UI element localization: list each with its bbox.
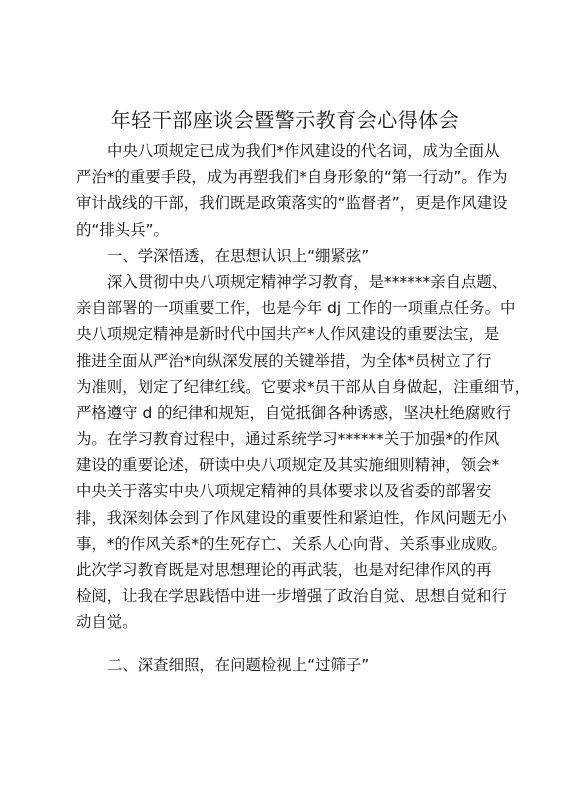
paragraph-line: 建设的重要论述，研读中央八项规定及其实施细则精神，领会* xyxy=(76,456,500,475)
paragraph-line: 深入贯彻中央八项规定精神学习教育，是******亲自点题、 xyxy=(107,272,508,291)
document-body xyxy=(76,138,531,678)
paragraph-line: 央八项规定精神是新时代中国共产*人作风建设的重要法宝，是 xyxy=(76,325,500,344)
document-title: 年轻干部座谈会暨警示教育会心得体会 xyxy=(110,108,460,132)
paragraph-line: 排，我深刻体会到了作风建设的重要性和紧迫性，作风问题无小 xyxy=(76,508,507,527)
paragraph-line: 的“排头兵”。 xyxy=(76,220,169,239)
paragraph-line: 审计战线的干部，我们既是政策落实的“监督者”，更是作风建设 xyxy=(76,194,508,213)
paragraph-line: 检阅，让我在学思践悟中进一步增强了政治自觉、思想自觉和行 xyxy=(76,587,507,606)
paragraph-line: 严治*的重要手段，成为再塑我们*自身形象的“第一行动”。作为 xyxy=(76,168,508,187)
paragraph-line: 为。在学习教育过程中，通过系统学习******关于加强*的作风 xyxy=(76,430,500,449)
paragraph-line: 事，*的作风关系*的生死存亡、关系人心向背、关系事业成败。 xyxy=(76,534,507,553)
paragraph-line: 动自觉。 xyxy=(76,613,138,632)
paragraph-spacer xyxy=(76,636,496,652)
paragraph-line: 中央八项规定已成为我们*作风建设的代名词，成为全面从 xyxy=(107,142,500,160)
section-heading-1: 一、学深悟透，在思想认识上“绷紧弦” xyxy=(107,246,370,265)
paragraph-line: 严格遵守 d 的纪律和规矩，自觉抵御各种诱惑，坚决杜绝腐败行 xyxy=(76,403,512,422)
paragraph-line: 推进全面从严治*向纵深发展的关键举措，为全体*员树立了行 xyxy=(76,351,492,370)
paragraph-line: 亲自部署的一项重要工作，也是今年 dj 工作的一项重点任务。中 xyxy=(76,299,516,318)
paragraph-line: 为准则，划定了纪律红线。它要求*员干部从自身做起，注重细节， xyxy=(76,377,531,396)
paragraph-line: 中央关于落实中央八项规定精神的具体要求以及省委的部署安 xyxy=(76,482,492,501)
paragraph-line: 此次学习教育既是对思想理论的再武装，也是对纪律作风的再 xyxy=(76,561,492,579)
section-heading-2: 二、深查细照，在问题检视上“过筛子” xyxy=(107,655,370,674)
